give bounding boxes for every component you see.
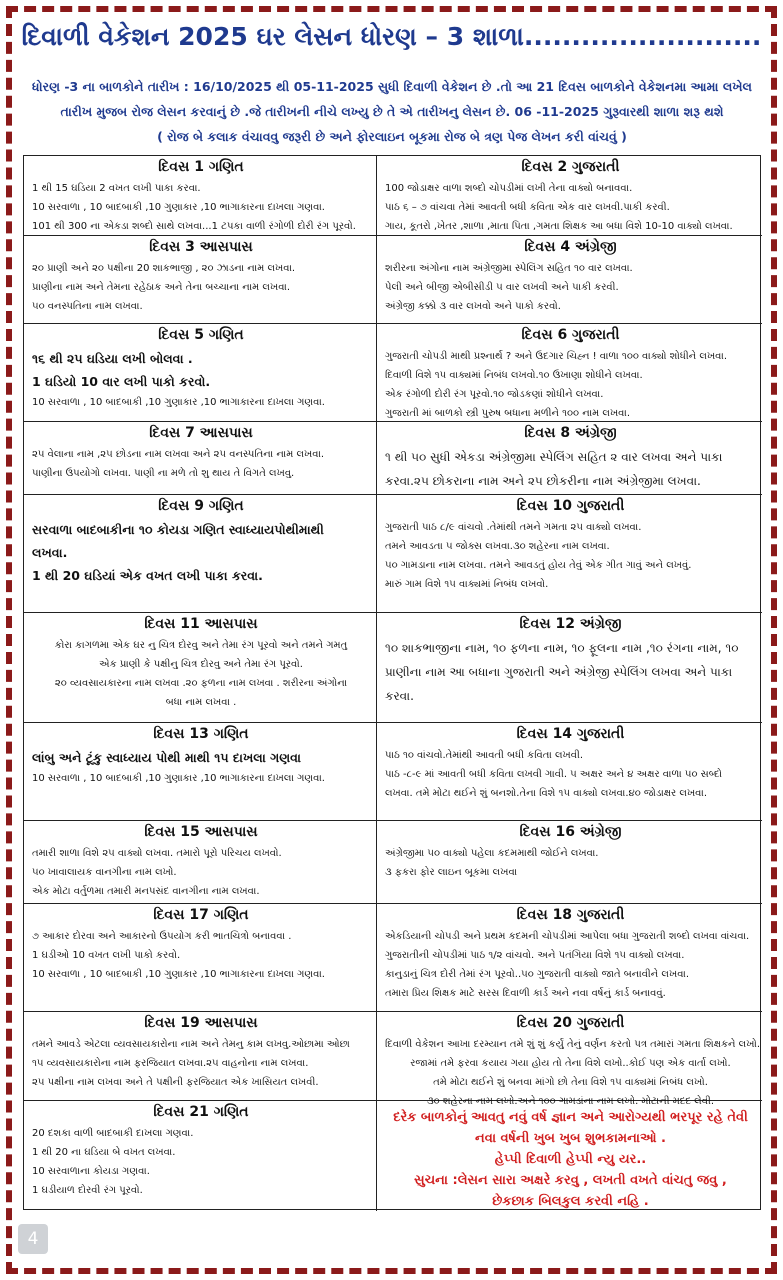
day-cell (24, 422, 377, 495)
day-task-line: ૨૫ પક્ષીના નામ લખવા અને તે પક્ષીની ફરજિયાત એક ખાસિયત લખવી. (32, 1077, 319, 1088)
day-heading: દિવસ 11 આસપાસ (144, 616, 258, 632)
day-task-line: કાનુડાનું ચિત્ર દોરી તેમાં રંગ પૂરવો..૫૦ ગુજરાતી વાક્યો જાતે બનાવીને લખવા. (385, 969, 690, 980)
day-task-line: દિવાળી વિશે ૧૫ વાક્યમાં નિબંધ લખવો.૧૦ ઉખાણા શોધીને લખવા. (385, 370, 643, 381)
greeting-line: દરેક બાળકોનું આવતુ નવું વર્ષ જ્ઞાન અને આરોગ્યથી ભરપૂર રહે તેવી (393, 1110, 748, 1125)
greeting-line: છેકછાક બિલકુલ કરવી નહિ . (492, 1194, 649, 1209)
greeting-line: હેપ્પી દિવાળી હેપ્પી ન્યુ યર.. (494, 1152, 647, 1167)
day-task-line: કોરા કાગળમા એક ઘર નુ ચિત્ર દોરવુ અને તેમા રંગ પૂરવો અને તમને ગમતુ (54, 640, 348, 651)
intro-line: તારીખ મુજબ રોજ લેસન કરવાનું છે .જે તારીખની નીચે લખ્યુ છે તે એ તારીખનુ લેસન છે. 06 -11-2025 ગુરૂવારથી શાળા શરૂ થશે (60, 104, 724, 119)
day-task-line: એક મોટા વર્તુળમા તમારી મનપસંદ વાનગીના નામ લખવા. (32, 886, 260, 897)
day-task-line: બધા નામ લખવા . (165, 697, 237, 708)
day-task-line: 101 થી 300 ના એકડા શબ્દો સાથે લખવા...1 ટપકા વાળી રંગોળી દોરી રંગ પૂરવો. (32, 221, 356, 232)
day-task-line: 10 સરવાળા , 10 બાદબાકી ,10 ગુણાકાર ,10 ભાગાકારના દાખલા ગણવા. (32, 969, 325, 980)
day-cell (24, 613, 377, 723)
day-task-line: પ્રાણીના નામ અને તેમના રહેઠાક અને તેના બચ્ચાના નામ લખવા. (32, 282, 291, 293)
page-title: દિવાળી વેકેશન 2025 ઘર લેસન ધોરણ – 3 શાળા......................... (21, 22, 762, 51)
day-task-line: લખવા. (32, 545, 68, 560)
day-heading: દિવસ 18 ગુજરાતી (516, 907, 625, 923)
day-task-line: દિવાળી વેકેશન આખા દરમ્યાન તમે શું શું કર્યું તેનું વર્ણન કરતો પત્ર તમારાં ગમતા શિક્ષકને લખો. (385, 1039, 761, 1050)
greeting-cell (377, 1101, 762, 1211)
day-cell (24, 904, 377, 1012)
day-task-line: ૨૦ વ્યવસાયકારના નામ લખવા .૨૦ ફળના નામ લખવા . શરીરના અંગોના (54, 678, 348, 689)
day-task-line: 10 સરવાળાના કોયડા ગણવા. (32, 1166, 150, 1177)
day-cell (377, 495, 762, 613)
day-task-line: ગુજરાતી ચોપડી માથી પ્રશ્નાર્થ ? અને ઉદગાર ચિહ્ન ! વાળા ૧૦૦ વાક્યો શોધીને લખવા. (385, 351, 728, 362)
day-task-line: લખવા. તમે મોટા થઈને શું બનશો.તેના વિશે ૧૫ વાક્યો લખવા.૪૦ જોડાક્ષર લખવા. (385, 788, 708, 799)
day-heading: દિવસ 21 ગણિત (153, 1104, 249, 1120)
day-task-line: ૩ ફકરા ફોર લાઇન બૂકમા લખવા (385, 867, 518, 878)
day-heading: દિવસ 9 ગણિત (158, 498, 244, 514)
day-task-line: તમારા પ્રિય શિક્ષક માટે સરસ દિવાળી કાર્ડ અને નવા વર્ષનું કાર્ડ બનાવવું. (385, 988, 666, 999)
day-task-line: લાંબુ અને ટૂંકુ સ્વાધ્યાય પોથી માથી ૧૫ દાખલા ગણવા (32, 750, 301, 765)
day-heading: દિવસ 12 અંગ્રેજી (519, 616, 622, 632)
day-task-line: 10 સરવાળા , 10 બાદબાકી ,10 ગુણાકાર ,10 ભાગાકારના દાખલા ગણવા. (32, 202, 325, 213)
day-task-line: ગુજરાતીની ચોપડીમાં પાઠ ૧/૨ વાંચવો. અને પતંગિયા વિશે ૧૫ વાક્યો લખવા. (385, 950, 685, 961)
day-cell (377, 821, 762, 904)
day-heading: દિવસ 13 ગણિત (153, 726, 249, 742)
day-heading: દિવસ 1 ગણિત (158, 159, 244, 175)
day-task-line: ૨૫ વેલાના નામ ,૨૫ છોડના નામ લખવા અને ૨૫ વનસ્પતિના નામ લખવા. (32, 449, 325, 460)
day-heading: દિવસ 17 ગણિત (153, 907, 249, 923)
day-cell (377, 422, 762, 495)
day-task-line: સરવાળા બાદબાકીના ૧૦ કોયડા ગણિત સ્વાધ્યાયપોથીમાથી (32, 522, 324, 537)
day-cell (24, 821, 377, 904)
day-task-line: ૧૦ શાકભાજીના નામ, ૧૦ ફળના નામ, ૧૦ ફૂલના નામ ,૧૦ રંગના નામ, ૧૦ પ્રાણીના નામ આ બધાના ગુજરાતી અને અંગ્રેજી સ્પેલિંગ લખવા અને પાકા કરવા. (385, 641, 739, 703)
day-task-line: 1 ઘડિયો 10 વાર લખી પાકો કરવો. (32, 374, 211, 389)
day-task-line: પાઠ -૮-૯ માં આવતી બધી કવિતા લખવી ગાવી. ૫ અક્ષર અને ૪ અક્ષર વાળા ૫૦ સબ્દો (385, 769, 723, 780)
day-task-line: 1 થી 15 ઘડિયા 2 વખત લખી પાકા કરવા. (32, 183, 201, 194)
day-cell (24, 324, 377, 422)
day-task-line: શરીરના અંગોના નામ અંગ્રેજીમા સ્પેલિંગ સહિત ૧૦ વાર લખવા. (385, 263, 633, 274)
day-task-line: ૧ થી ૫૦ સુધી એકડા અંગ્રેજીમા સ્પેલિંગ સહિત ૨ વાર લખવા અને પાકા કરવા.૨૫ છોકરાના નામ અને ૨૫ છોકરીના નામ અંગ્રેજીમા લખવા. (385, 450, 723, 488)
day-task-line: તમારી શાળા વિશે ૨૫ વાક્યો લખવા. તમારો પૂરો પરિચય લખવો. (32, 848, 282, 859)
day-task-line: 10 સરવાળા , 10 બાદબાકી ,10 ગુણાકાર ,10 ભાગાકારના દાખલા ગણવા. (32, 397, 325, 408)
day-task-line: ૨૦ પ્રાણી અને ૨૦ પક્ષીના 20 શાકભાજી , ૨૦ ઝાડના નામ લખવા. (32, 263, 296, 274)
day-cell (377, 723, 762, 821)
day-cell (24, 495, 377, 613)
day-task-line: મારું ગામ વિશે ૧૫ વાક્યમાં નિબંધ લખવો. (385, 579, 549, 590)
day-heading: દિવસ 3 આસપાસ (149, 239, 253, 255)
greeting-line: નવા વર્ષની ખુબ ખુબ શુભકામનાઓ . (475, 1131, 666, 1146)
day-cell (377, 904, 762, 1012)
day-heading: દિવસ 4 અંગ્રેજી (524, 239, 617, 255)
day-task-line: એકડિયાની ચોપડી અને પ્રથમ કદમની ચોપડીમાં આપેલા બધા ગુજરાતી શબ્દો લખવા વાંચવા. (385, 931, 750, 942)
day-task-line: ૧૬ થી ૨૫ ઘડિયા લખી બોલવા . (32, 351, 193, 366)
day-task-line: એક રંગોળી દોરી રંગ પૂરવો.૧૦ જોડકણાં શોધીને લખવા. (385, 389, 604, 400)
day-task-line: 1 ઘડીયાળ દોરવી રંગ પૂરવો. (32, 1185, 143, 1196)
day-task-line: પાઠ ૬ – ૭ વાંચવા તેમાં આવતી બધી કવિતા એક વાર લખવી.પાકી કરવી. (385, 202, 670, 213)
day-task-line: ગાય, કૂતરો ,ખેતર ,શાળા ,માતા પિતા ,ગમતા શિક્ષક આ બધા વિશે 10-10 વાક્યો લખવા. (385, 221, 733, 232)
day-cell (24, 723, 377, 821)
day-task-line: અંગ્રેજી કક્કો ૩ વાર લખવો અને પાકો કરવો. (385, 301, 561, 312)
page-number-badge: 4 (18, 1224, 48, 1254)
intro-notice (22, 74, 762, 149)
day-cell (24, 1101, 377, 1211)
day-heading: દિવસ 15 આસપાસ (144, 824, 258, 840)
day-heading: દિવસ 6 ગુજરાતી (521, 327, 620, 343)
greeting-line: સુચના :લેસન સારા અક્ષરે કરવુ , લખતી વખતે વાંચતુ જવુ , (414, 1173, 727, 1188)
day-task-line: ૫૦ ગામડાના નામ લખવા. તમને આવડતું હોય તેવું એક ગીત ગાવું અને લખવું. (385, 560, 692, 571)
day-cell (377, 324, 762, 422)
day-heading: દિવસ 7 આસપાસ (149, 425, 253, 441)
day-task-line: ગુજરાતી માં બાળકો સ્ત્રી પુરુષ બધાના મળીને ૧૦૦ નામ લખવા. (385, 408, 631, 419)
day-heading: દિવસ 14 ગુજરાતી (516, 726, 625, 742)
day-task-line: તમે મોટા થઈને શું બનવા માંગો છો તેના વિશે ૧૫ વાક્યમાં નિબંધ લખો. (433, 1077, 708, 1088)
intro-line: ધોરણ -3 ના બાળકોને તારીખ : 16/10/2025 થી 05-11-2025 સુધી દિવાળી વેકેશન છે .તો આ 21 દિવસ બાળકોને વેકેશનમા આમા લખેલ (31, 79, 752, 94)
day-heading: દિવસ 19 આસપાસ (144, 1015, 258, 1031)
day-cell (377, 236, 762, 324)
day-task-line: તમને આવડે એટલા વ્યવસાયકારોના નામ અને તેમનુ કામ લખવુ.ઓછામા ઓછા (32, 1039, 350, 1050)
day-task-line: ૫૦ વનસ્પતિના નામ લખવા. (32, 301, 143, 312)
day-heading: દિવસ 16 અંગ્રેજી (519, 824, 622, 840)
day-task-line: 10 સરવાળા , 10 બાદબાકી ,10 ગુણાકાર ,10 ભાગાકારના દાખલા ગણવા. (32, 773, 325, 784)
day-task-line: પેલી અને બીજી એબીસીડી ૫ વાર લખવી અને પાકી કરવી. (385, 282, 619, 293)
day-cell (24, 236, 377, 324)
day-cell (24, 156, 377, 236)
day-task-line: પાણીના ઉપયોગો લખવા. પાણી ના મળે તો શુ થાય તે વિગતે લખવુ. (32, 468, 295, 479)
day-cell (377, 156, 762, 236)
day-task-line: રજામાં તમે ફરવા કયાય ગયા હોય તો તેના વિશે લખો..કોઈ પણ એક વાર્તા લખો. (410, 1058, 731, 1069)
day-task-line: એક પ્રાણી કે પક્ષીનુ ચિત્ર દોરવુ અને તેમા રંગ પૂરવો. (99, 659, 303, 670)
intro-line: ( રોજ બે કલાક વંચાવવુ જરૂરી છે અને ફોરલાઇન બૂકમા રોજ બે ત્રણ પેજ લેખન કરી વાંચવું ) (157, 129, 627, 144)
day-task-line: ૧૫ વ્યવસાયકારોના નામ ફરજિયાત લખવા.૨૫ વાહનોના નામ લખવા. (32, 1058, 309, 1069)
day-task-line: 1 થી 20 ઘડિયાં એક વખત લખી પાકા કરવા. (32, 568, 263, 583)
day-task-line: ૩૦ શહેરના નામ લખો.અને ૧૦૦ ગામડાંના નામ લખો. મોટાની મદદ લેવી. (427, 1096, 714, 1107)
day-task-line: ગુજરાતી પાઠ ૮/૯ વાંચવો .તેમાંથી તમને ગમતા ૨૫ વાક્યો લખવા. (385, 522, 642, 533)
day-cell (377, 1012, 762, 1107)
day-task-line: 100 જોડાક્ષર વાળા શબ્દો ચોપડીમાં લખી તેના વાક્યો બનાવવા. (385, 183, 633, 194)
day-heading: દિવસ 8 અંગ્રેજી (524, 425, 617, 441)
day-task-line: 1 ઘડીઓ 10 વખત લખી પાકો કરવો. (32, 950, 181, 961)
day-cell (24, 1012, 377, 1101)
day-task-line: પાઠ ૧૦ વાંચવો.તેમાંથી આવતી બધી કવિતા લખવી. (385, 750, 584, 761)
homework-table (23, 155, 761, 1210)
day-task-line: અંગ્રેજીમા ૫૦ વાક્યો પહેલા કદમમાથી જોઈને લખવા. (385, 848, 599, 859)
day-cell (377, 613, 762, 723)
day-task-line: ૫૦ ખાવાલાયક વાનગીના નામ લખો. (32, 867, 177, 878)
day-task-line: તમને આવડતા ૫ જોક્સ લખવા.૩૦ શહેરના નામ લખવા. (385, 541, 610, 552)
day-task-line: 20 દશકા વાળી બાદબાકી દાખલા ગણવા. (32, 1128, 194, 1139)
day-heading: દિવસ 20 ગુજરાતી (516, 1015, 625, 1031)
day-task-line: 1 થી 20 ના ઘડિયા બે વખત લખવા. (32, 1147, 176, 1158)
day-heading: દિવસ 2 ગુજરાતી (521, 159, 620, 175)
day-task-line: ૭ આકાર દોરવા અને આકારનો ઉપયોગ કરી ભાતચિત્રો બનાવવા . (32, 931, 292, 942)
page-content (12, 12, 771, 1268)
day-heading: દિવસ 5 ગણિત (158, 327, 244, 343)
day-heading: દિવસ 10 ગુજરાતી (516, 498, 625, 514)
